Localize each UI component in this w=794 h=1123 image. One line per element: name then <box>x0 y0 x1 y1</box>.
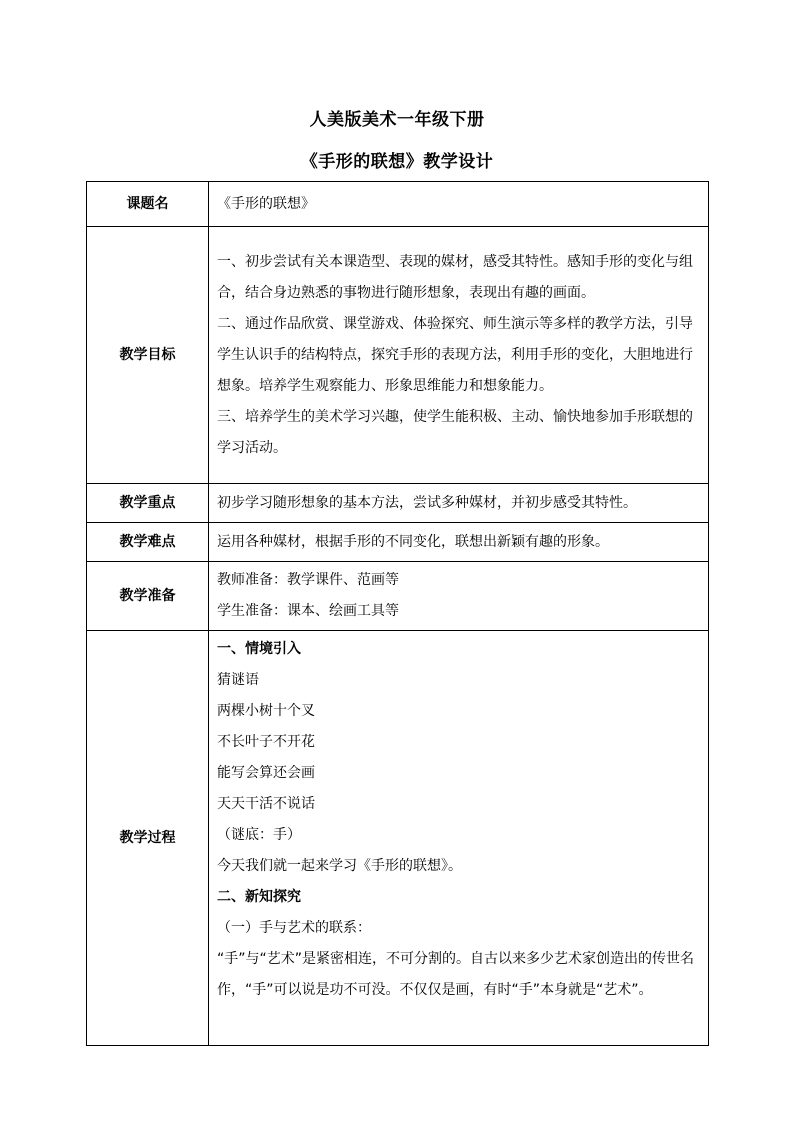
riddle-intro: 猜谜语 <box>217 672 259 688</box>
label-preparation: 教学准备 <box>87 562 209 631</box>
riddle-line: 天天干活不说话 <box>217 796 315 812</box>
subsection-heading: （一）手与艺术的联系： <box>217 920 371 936</box>
row-lesson-name <box>87 182 709 227</box>
lesson-plan-table <box>86 181 709 1046</box>
value-preparation <box>209 562 709 631</box>
label-teaching-process: 教学过程 <box>87 631 209 1046</box>
document-subtitle: 《手形的联想》教学设计 <box>300 152 494 172</box>
label-teaching-goals: 教学目标 <box>87 227 209 484</box>
value-key-points: 初步学习随形想象的基本方法，尝试多种媒材，并初步感受其特性。 <box>209 484 709 523</box>
value-difficulties: 运用各种媒材，根据手形的不同变化，联想出新颖有趣的形象。 <box>209 523 709 562</box>
row-teaching-goals <box>87 227 709 484</box>
row-difficulties <box>87 523 709 562</box>
row-teaching-process <box>87 631 709 1046</box>
teacher-preparation: 教师准备：教学课件、范画等 <box>217 572 399 588</box>
riddle-line: 能写会算还会画 <box>217 765 315 781</box>
section-heading: 二、新知探究 <box>217 889 301 905</box>
riddle-line: 两棵小树十个叉 <box>217 703 315 719</box>
student-preparation: 学生准备：课本、绘画工具等 <box>217 603 399 619</box>
value-teaching-goals <box>209 227 709 484</box>
riddle-answer: （谜底：手） <box>217 827 301 843</box>
goal-paragraph: 二、通过作品欣赏、课堂游戏、体验探究、师生演示等多样的教学方法，引导学生认识手的结构特点，探究手形的表现方法，利用手形的变化，大胆地进行想象。培养学生观察能力、形象思维能力和想象能力。 <box>217 315 693 394</box>
riddle-line: 不长叶子不开花 <box>217 734 315 750</box>
goal-paragraph: 一、初步尝试有关本课造型、表现的媒材，感受其特性。感知手形的变化与组合，结合身边熟悉的事物进行随形想象，表现出有趣的画面。 <box>217 253 693 301</box>
row-key-points <box>87 484 709 523</box>
value-teaching-process <box>209 631 709 1046</box>
process-paragraph: “手”与“艺术”是紧密相连，不可分割的。自古以来多少艺术家创造出的传世名作，“手”可以说是功不可没。不仅仅是画，有时“手”本身就是“艺术”。 <box>217 951 695 998</box>
document-title: 人美版美术一年级下册 <box>309 110 485 130</box>
label-lesson-name: 课题名 <box>87 182 209 227</box>
value-lesson-name: 《手形的联想》 <box>209 182 709 227</box>
section-heading: 一、情境引入 <box>217 641 301 657</box>
row-preparation <box>87 562 709 631</box>
intro-sentence: 今天我们就一起来学习《手形的联想》。 <box>217 858 462 874</box>
label-difficulties: 教学难点 <box>87 523 209 562</box>
goal-paragraph: 三、培养学生的美术学习兴趣，使学生能积极、主动、愉快地参加手形联想的学习活动。 <box>217 408 693 456</box>
label-key-points: 教学重点 <box>87 484 209 523</box>
